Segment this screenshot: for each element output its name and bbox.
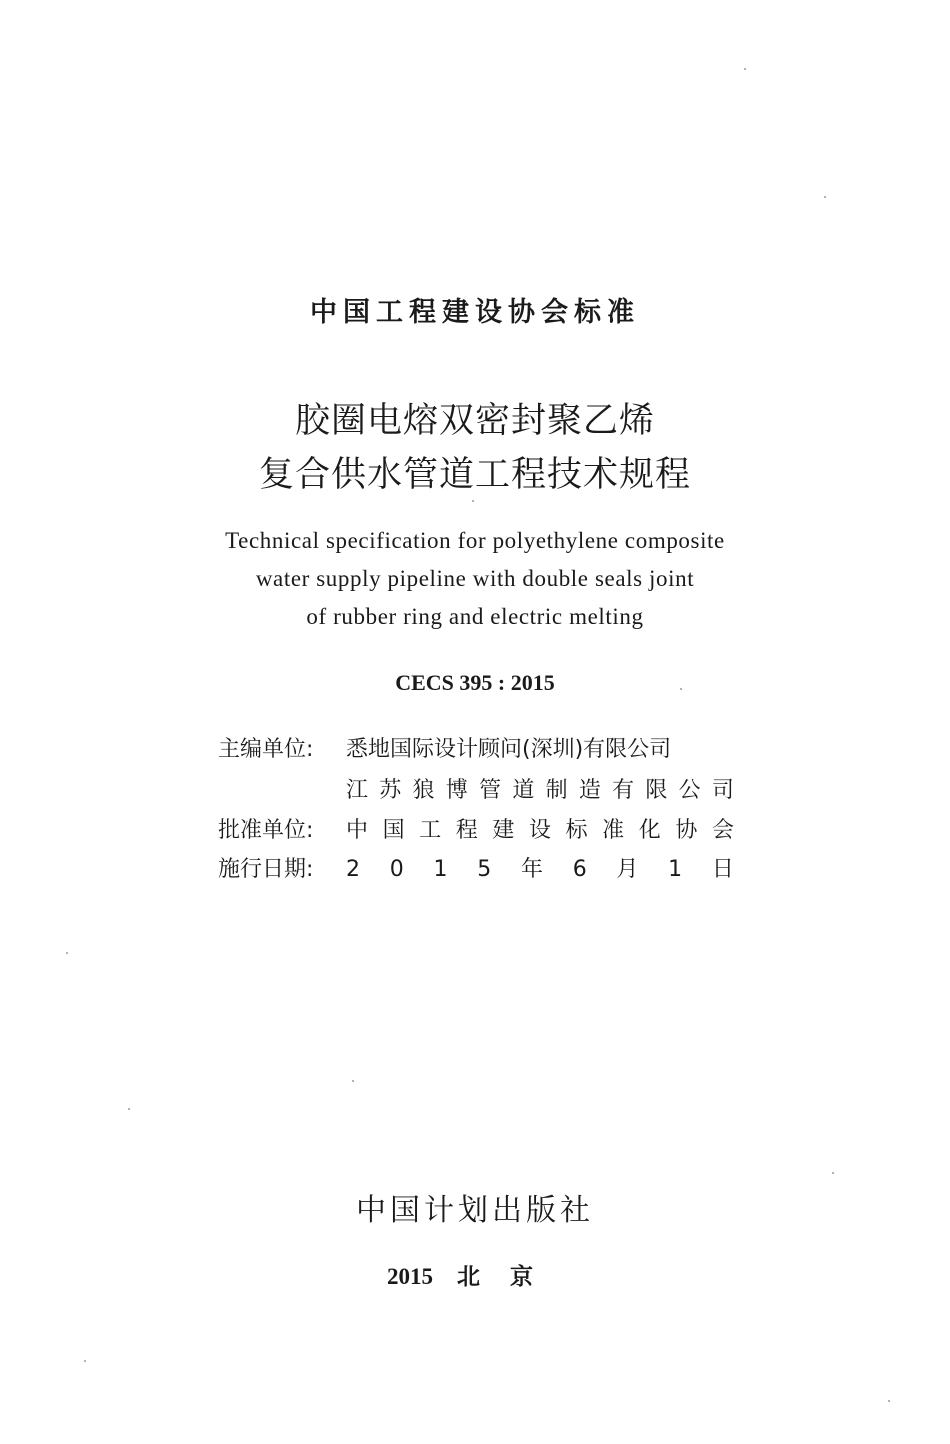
spread-char: 道 — [512, 778, 535, 803]
english-title-line-2: water supply pipeline with double seals joint — [255, 566, 695, 591]
standard-code: CECS 395 : 2015 — [395, 670, 555, 695]
spread-char: 设 — [528, 818, 551, 843]
spread-char: 6 — [572, 857, 587, 882]
scan-speck — [888, 1400, 890, 1402]
imprint — [0, 1258, 950, 1291]
spread-char: 化 — [638, 818, 661, 843]
spread-char: 中 — [346, 818, 369, 843]
spread-char: 会 — [711, 818, 734, 843]
chinese-title-line-1: 胶圈电熔双密封聚乙烯 — [294, 401, 655, 441]
english-title-line-3: of rubber ring and electric melting — [306, 604, 644, 629]
spread-char: 5 — [477, 857, 492, 882]
spread-char: 协 — [675, 818, 698, 843]
spread-char: 江 — [346, 778, 369, 803]
approver-label: 批准单位: — [218, 818, 314, 843]
publisher-name: 中国计划出版社 — [356, 1193, 594, 1228]
editor-2 — [346, 776, 734, 806]
spread-char: 建 — [492, 818, 515, 843]
chinese-title-line-2: 复合供水管道工程技术规程 — [258, 455, 691, 495]
spread-char: 程 — [455, 818, 478, 843]
spread-char: 日 — [711, 857, 734, 882]
approver — [346, 816, 734, 846]
spread-char: 公 — [678, 778, 701, 803]
english-title-line-1: Technical specification for polyethylene composite — [225, 528, 725, 553]
effective-date-label: 施行日期: — [218, 857, 314, 882]
scan-speck — [352, 1080, 354, 1082]
spread-char: 狼 — [412, 778, 435, 803]
spread-char: 司 — [711, 778, 734, 803]
spread-char: 博 — [445, 778, 468, 803]
spread-char: 管 — [479, 778, 502, 803]
spread-char: 年 — [520, 857, 543, 882]
spread-char: 有 — [612, 778, 635, 803]
scan-speck — [472, 500, 474, 502]
imprint-city: 北京 — [457, 1264, 563, 1290]
imprint-year: 2015 — [387, 1264, 433, 1289]
spread-char: 制 — [545, 778, 568, 803]
scan-speck — [744, 68, 746, 70]
scan-speck — [824, 196, 826, 198]
spread-char: 1 — [433, 857, 448, 882]
spread-char: 1 — [668, 857, 683, 882]
scan-speck — [128, 1108, 130, 1110]
spread-char: 月 — [616, 857, 639, 882]
spread-char: 0 — [389, 857, 404, 882]
spread-char: 标 — [565, 818, 588, 843]
spread-char: 工 — [419, 818, 442, 843]
scan-speck — [66, 952, 68, 954]
scan-speck — [832, 1172, 834, 1174]
editor-label: 主编单位: — [218, 737, 314, 762]
scan-speck — [680, 688, 682, 690]
spread-char: 2 — [346, 857, 360, 882]
spread-char: 苏 — [379, 778, 402, 803]
spread-char: 国 — [382, 818, 405, 843]
effective-date — [346, 855, 734, 885]
scan-speck — [84, 1360, 86, 1362]
spread-char: 限 — [645, 778, 668, 803]
spread-char: 准 — [602, 818, 625, 843]
series-title: 中国工程建设协会标准 — [310, 297, 640, 328]
editor-1: 悉地国际设计顾问(深圳)有限公司 — [346, 737, 672, 762]
spread-char: 造 — [578, 778, 601, 803]
